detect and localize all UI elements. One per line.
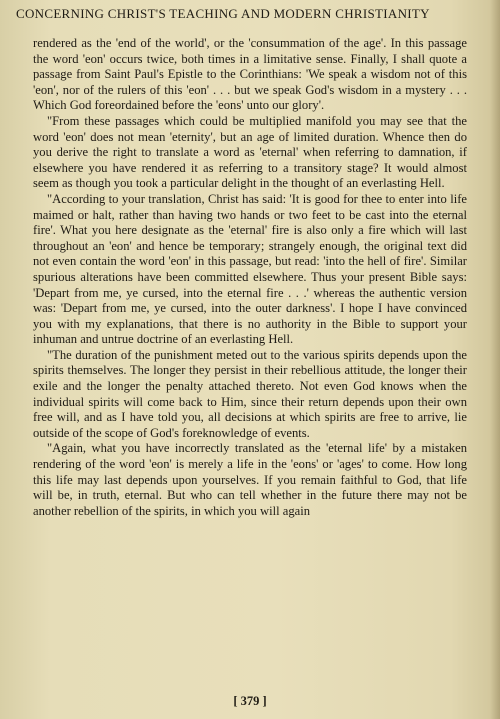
running-header: CONCERNING CHRIST'S TEACHING AND MODERN CHRISTIANITY [16,6,430,21]
paragraph: "Again, what you have incorrectly translated as the 'eternal life' by a mistaken rendering of the word 'eon' is merely a life in the 'eons' or 'ages' to come. How long this life may last depends upon yourselves. If you remain faithful to God, that life will be, in truth, eternal. But who can tell whether in the future there may not be another rebellion of the spirits, in which you will again [33,441,467,518]
page-edge-shadow [490,0,500,719]
paragraph: "From these passages which could be multiplied manifold you may see that the word 'eon' does not mean 'eternity', but an age of limited duration. Whence then do you derive the right to translate a word as 'eternal' when referring to damnation, if elsewhere you have rendered it as referring to a transitory stage? It would almost seem as though you took a particular delight in the thought of an everlasting Hell. [33,113,467,191]
page-body [33,36,467,519]
paragraph: "According to your translation, Christ has said: 'It is good for thee to enter into life maimed or halt, rather than having two hands or two feet to be cast into the eternal fire'. What you here designate as the 'eternal' fire is also only a fire which will last throughout an 'eon' and hence be temporary; strangely enough, the original text did not even contain the word 'eon' in this passage, but read: 'into the hell of fire'. Similar spurious alterations have been committed elsewhere. Thus your present Bible says: 'Depart from me, ye cursed, into the eternal fire . . .' whereas the authentic version was: 'Depart from me, ye cursed, into the outer darkness'. I hope I have convinced you with my explanations, that there is no authority in the Bible to support your inhuman and untrue doctrine of an everlasting Hell. [33,191,467,347]
page-number: [ 379 ] [233,694,267,708]
paragraph: "The duration of the punishment meted out to the various spirits depends upon the spirits themselves. The longer they persist in their rebellious attitude, the longer their exile and the longer the penalty attached thereto. Not even God knows when the individual spirits will come back to Him, since their return depends upon their own free will, and as I have told you, all decisions at which spirits are free to arrive, lie outside of the scope of God's foreknowledge of events. [33,347,467,440]
paragraph: rendered as the 'end of the world', or the 'consummation of the age'. In this passage the word 'eon' occurs twice, both times in a limitative sense. Finally, I shall quote a passage from Saint Paul's Epistle to the Corinthians: 'We speak a wisdom not of this 'eon', nor of the rulers of this 'eon' . . . but we speak God's wisdom in a mystery . . . Which God foreordained before the 'eons' unto our glory'. [33,36,467,113]
